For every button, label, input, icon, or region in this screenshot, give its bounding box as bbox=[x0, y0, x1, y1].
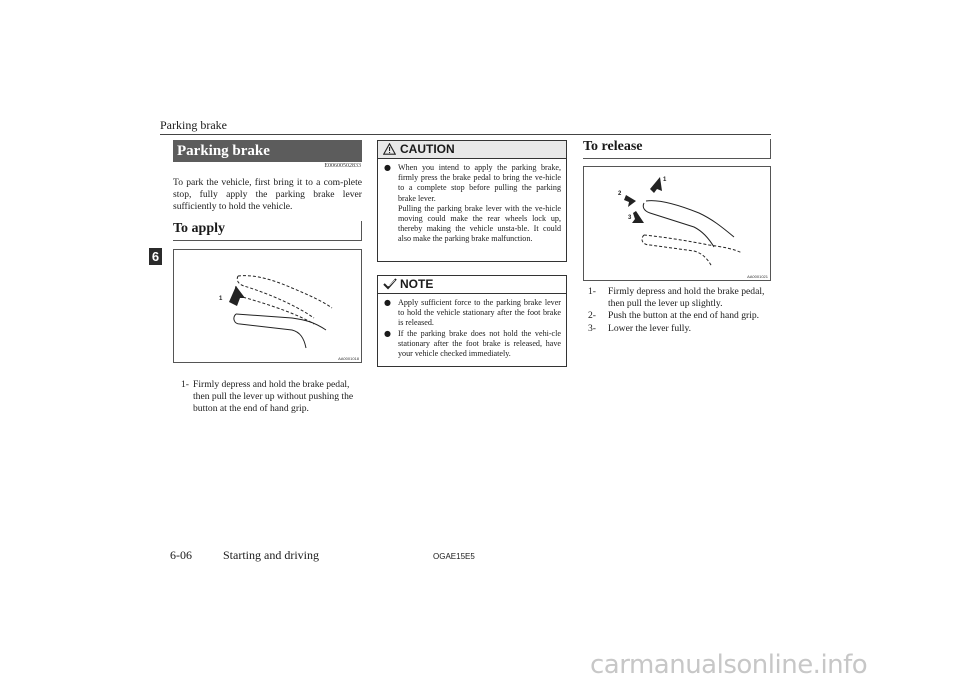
header-rule bbox=[160, 134, 771, 135]
note-title: NOTE bbox=[400, 277, 434, 291]
caution-header bbox=[378, 141, 566, 159]
release-steps bbox=[588, 286, 772, 335]
apply-figure bbox=[173, 249, 362, 363]
figure-marker: 1 bbox=[219, 296, 223, 302]
parking-brake-lever-illustration bbox=[174, 250, 361, 362]
release-figure bbox=[583, 166, 771, 281]
figure-code: AA0001018 bbox=[338, 356, 359, 361]
apply-steps bbox=[173, 379, 362, 416]
list-item: 1- Firmly depress and hold the brake pedal, then pull the lever up slightly. bbox=[588, 286, 765, 310]
bullet-icon: ● bbox=[384, 163, 391, 172]
caution-box bbox=[377, 140, 567, 262]
bullet-icon: ● bbox=[384, 298, 391, 307]
figure-marker-3: 3 bbox=[628, 215, 632, 221]
caution-title: CAUTION bbox=[400, 142, 455, 156]
apply-heading: To apply bbox=[173, 221, 362, 241]
note-check-icon bbox=[383, 278, 397, 290]
footer-section: Starting and driving bbox=[223, 548, 319, 562]
list-item: 3- Lower the lever fully. bbox=[588, 322, 692, 334]
list-item: 1- Firmly depress and hold the brake pedal, then pull the lever up without pushing the button at the end of hand grip. bbox=[181, 379, 354, 415]
document-code: OGAE15E5 bbox=[433, 552, 475, 561]
list-item: 2- Push the button at the end of hand grip. bbox=[588, 310, 760, 322]
arrow-right-icon bbox=[624, 195, 636, 207]
list-item: ● When you intend to apply the parking brake, firmly press the brake pedal to bring the ve-hicle to a complete stop before pulling the parking brake lever. bbox=[384, 163, 561, 203]
note-box bbox=[377, 275, 567, 367]
page-number: 6-06 bbox=[170, 548, 192, 562]
parking-brake-release-illustration bbox=[584, 167, 770, 280]
section-title: Parking brake bbox=[173, 140, 362, 162]
list-item: ● Apply sufficient force to the parking brake lever to hold the vehicle stationary after the foot brake is released. bbox=[384, 298, 561, 328]
arrow-down-icon bbox=[632, 211, 644, 223]
release-heading: To release bbox=[583, 139, 771, 159]
figure-code: AA0001021 bbox=[747, 274, 768, 279]
watermark: carmanualsonline.info bbox=[590, 650, 868, 680]
arrow-up-icon bbox=[650, 177, 662, 193]
arrow-icon bbox=[229, 286, 245, 306]
figure-marker-1: 1 bbox=[663, 177, 667, 183]
list-item: Pulling the parking brake lever with the ve-hicle moving could make the rear wheels lock up, thereby making the vehicle unsta-ble. It could also make the parking brake malfunction. bbox=[398, 203, 561, 244]
bullet-icon: ● bbox=[384, 328, 391, 338]
chapter-tab: 6 bbox=[149, 248, 162, 265]
warning-triangle-icon bbox=[383, 143, 396, 155]
section-code: E00600502833 bbox=[324, 163, 361, 169]
note-header bbox=[378, 276, 566, 294]
intro-paragraph: To park the vehicle, first bring it to a com-plete stop, fully apply the parking brake lever sufficiently to hold the vehicle. bbox=[173, 177, 362, 213]
list-item: ● If the parking brake does not hold the vehi-cle stationary after the foot brake is released, have your vehicle checked immediately. bbox=[384, 328, 561, 359]
figure-marker-2: 2 bbox=[618, 191, 622, 197]
running-header: Parking brake bbox=[160, 118, 227, 132]
